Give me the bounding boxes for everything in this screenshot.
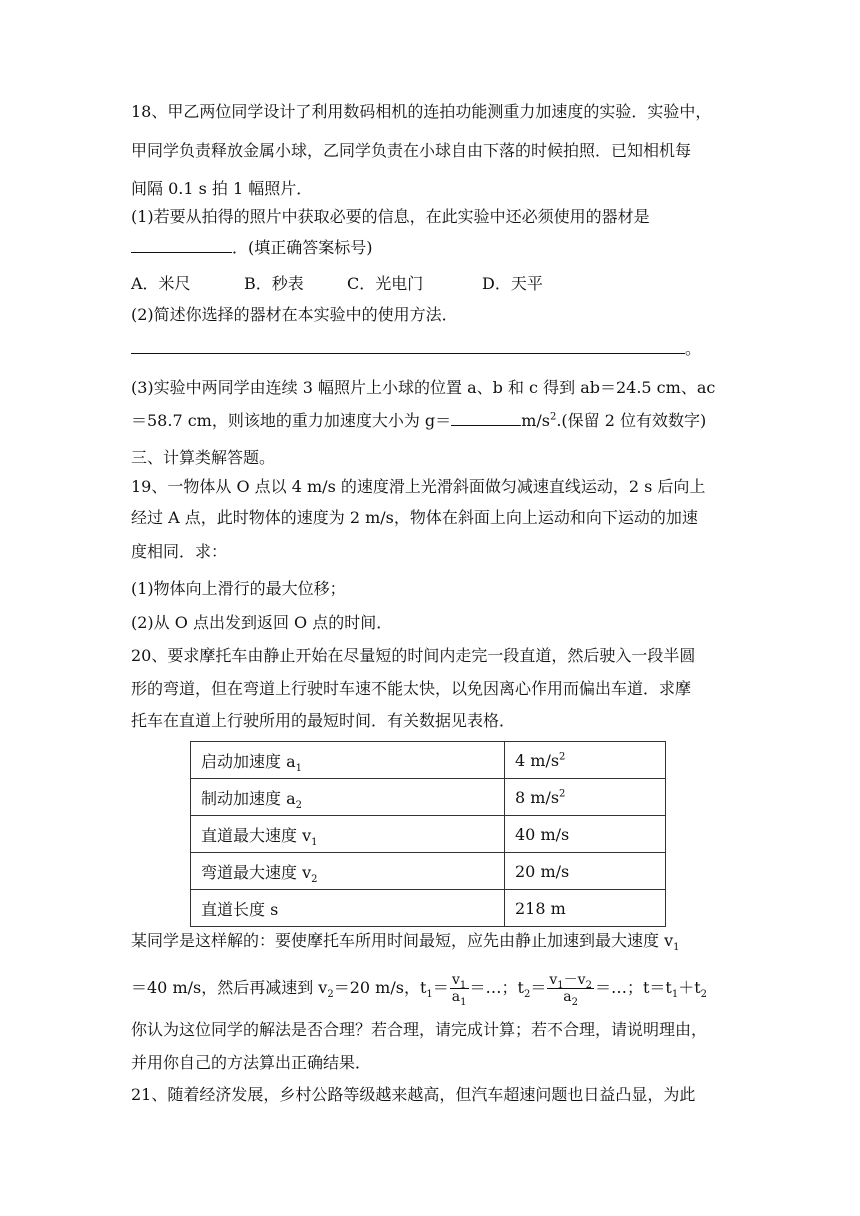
q19-text-line-2: 经过 A 点，此时物体的速度为 2 m/s，物体在斜面上向上运动和向下运动的加速 bbox=[131, 508, 698, 527]
answer-blank bbox=[131, 339, 685, 354]
q19-text-line-1: 19、一物体从 O 点以 4 m/s 的速度滑上光滑斜面做匀减速直线运动，2 s 后向上 bbox=[131, 477, 706, 496]
q18-part3-line-1: (3)实验中两同学由连续 3 幅照片上小球的位置 a、b 和 c 得到 ab＝24.5 cm、ac bbox=[131, 378, 716, 397]
q18-part1-instruction: ．(填正确答案标号) bbox=[232, 238, 373, 257]
q18-options bbox=[131, 273, 543, 295]
q20-question-line-2: 并用你自己的方法算出正确结果． bbox=[131, 1053, 372, 1072]
unit-exponent: 2 bbox=[549, 411, 557, 423]
option-c: C．光电门 bbox=[347, 274, 424, 293]
q19-part1: (1)物体向上滑行的最大位移； bbox=[131, 579, 346, 598]
table-cell-value: 8 $m/s^2$ bbox=[505, 779, 666, 816]
q18-part3-note: .(保留 2 位有效数字) bbox=[556, 411, 707, 430]
q18-text-line-2: 甲同学负责释放金属小球，乙同学负责在小球自由下落的时候拍照．已知相机每 bbox=[131, 141, 692, 160]
answer-blank bbox=[131, 238, 232, 253]
table-cell-value: 20 m/s bbox=[505, 853, 666, 890]
answer-blank bbox=[451, 411, 521, 426]
table-cell-label: 弯道最大速度 $v_2$ bbox=[191, 853, 505, 890]
q18-part2-answer-line bbox=[131, 338, 701, 360]
q18-part2-line-1: (2)简述你选择的器材在本实验中的使用方法． bbox=[131, 305, 458, 324]
q21-text-line-1: 21、随着经济发展，乡村公路等级越来越高，但汽车超速问题也日益凸显，为此 bbox=[131, 1085, 696, 1104]
fraction-t1: $\frac{v_1}{a_1}$ bbox=[451, 972, 467, 1008]
option-a: A．米尺 bbox=[131, 274, 191, 293]
q20-solution-line-2: ＝40 m/s，然后再减速到 $v_2=20$ m/s，$t_1=$ $\frac{v_1}{a_1}$ ＝…；$t_2=$ $\frac{v_1-v_2}{a_2}$ ＝…；$t=t_1+t_2$ bbox=[131, 972, 707, 1008]
table-row bbox=[191, 853, 666, 890]
q18-part1-line-1: (1)若要从拍得的照片中获取必要的信息，在此实验中还必须使用的器材是 bbox=[131, 207, 650, 226]
q20-solution-line-1: 某同学是这样解的：要使摩托车所用时间最短，应先由静止加速到最大速度 $v_1$ bbox=[131, 931, 680, 954]
q20-text-line-2: 形的弯道，但在弯道上行驶时车速不能太快，以免因离心作用而偏出车道．求摩 bbox=[131, 679, 692, 698]
table-row bbox=[191, 779, 666, 816]
q20-text-line-3: 托车在直道上行驶所用的最短时间．有关数据见表格． bbox=[131, 711, 516, 730]
table-row bbox=[191, 816, 666, 853]
table-cell-value: 4 $m/s^2$ bbox=[505, 742, 666, 779]
table-cell-label: 直道最大速度 $v_1$ bbox=[191, 816, 505, 853]
q19-text-line-3: 度相同．求： bbox=[131, 542, 228, 561]
q18-text-line-3: 间隔 0.1 s 拍 1 幅照片． bbox=[131, 179, 313, 198]
option-d: D．天平 bbox=[482, 274, 543, 293]
data-table bbox=[190, 741, 666, 927]
option-b: B．秒表 bbox=[244, 274, 304, 293]
fraction-t2: $\frac{v_1-v_2}{a_2}$ bbox=[549, 972, 592, 1008]
table-row bbox=[191, 890, 666, 927]
q18-part2-end: 。 bbox=[685, 339, 702, 358]
table-cell-label: 制动加速度 $a_2$ bbox=[191, 779, 505, 816]
table-row bbox=[191, 742, 666, 779]
q18-part1-line-2 bbox=[131, 237, 373, 259]
unit: m/s bbox=[521, 411, 550, 430]
q20-question-line-1: 你认为这位同学的解法是否合理？若合理，请完成计算；若不合理，请说明理由， bbox=[131, 1020, 708, 1039]
section-heading: 三、计算类解答题。 bbox=[131, 448, 276, 467]
table-cell-value: 218 m bbox=[505, 890, 666, 927]
q18-part3-text: ＝58.7 cm，则该地的重力加速度大小为 g＝ bbox=[131, 411, 452, 430]
table-cell-label: 直道长度 s bbox=[191, 890, 505, 927]
table-cell-value: 40 m/s bbox=[505, 816, 666, 853]
q18-part3-line-2 bbox=[131, 410, 706, 432]
table-cell-label: 启动加速度 $a_1$ bbox=[191, 742, 505, 779]
q18-text-line-1: 18、甲乙两位同学设计了利用数码相机的连拍功能测重力加速度的实验．实验中， bbox=[131, 102, 712, 121]
q19-part2: (2)从 O 点出发到返回 O 点的时间． bbox=[131, 613, 393, 632]
q20-text-line-1: 20、要求摩托车由静止开始在尽量短的时间内走完一段直道，然后驶入一段半圆 bbox=[131, 646, 696, 665]
